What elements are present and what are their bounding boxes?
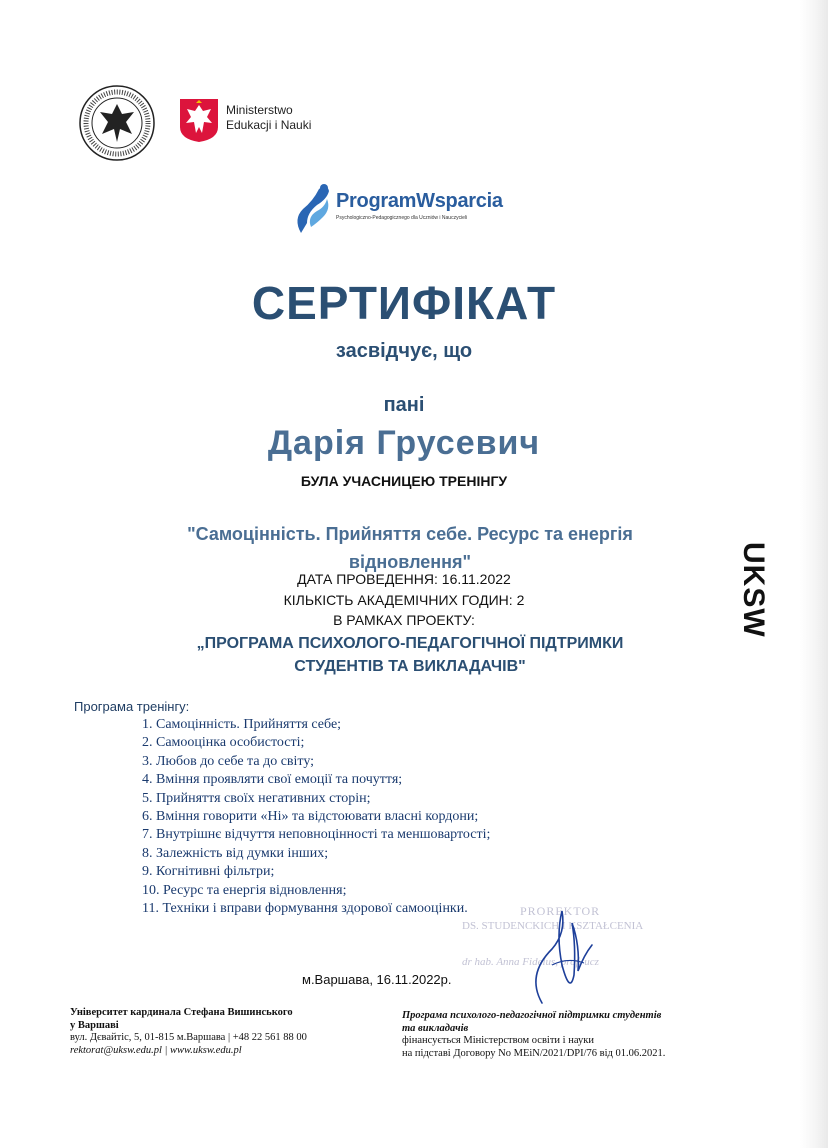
funding-title-line-2: та викладачів <box>402 1022 469 1034</box>
stamp-department: DS. STUDENCKICH I KSZTAŁCENIA <box>462 920 644 932</box>
list-item: 9. Когнітивні фільтри; <box>142 864 275 880</box>
honorific: пані <box>383 394 425 416</box>
place-date: м.Варшава, 16.11.2022р. <box>302 972 452 987</box>
program-wsparcia-logo-icon <box>293 183 333 235</box>
list-item: 3. Любов до себе та до світу; <box>142 753 315 769</box>
stamp-person: dr hab. Anna Fidelus, prof. ucz <box>462 956 599 968</box>
training-title-line-1: "Самоцінність. Прийняття себе. Ресурс та енергія <box>187 524 633 544</box>
hours-line: КІЛЬКІСТЬ АКАДЕМІЧНИХ ГОДИН: 2 <box>283 592 525 608</box>
funding-line-1: фінансується Міністерством освіти і науки <box>402 1035 594 1046</box>
certifies-text: засвідчує, що <box>335 340 473 362</box>
project-name <box>120 632 700 678</box>
list-item: 4. Вміння проявляти свої емоції та почуття; <box>142 772 403 788</box>
funding-title-line-1: Програма психолого-педагогічної підтримки студентів <box>402 1010 662 1021</box>
participant-status: БУЛА УЧАСНИЦЕЮ ТРЕНІНГУ <box>300 473 508 489</box>
list-item: 5. Прийняття своїх негативних сторін; <box>142 790 371 806</box>
university-address: вул. Дєвайтіс, 5, 01-815 м.Варшава | +48 22 561 88 00 <box>70 1032 307 1043</box>
date-line: ДАТА ПРОВЕДЕННЯ: 16.11.2022 <box>297 571 511 587</box>
university-contact: rektorat@uksw.edu.pl | www.uksw.edu.pl <box>70 1044 242 1056</box>
list-item: 7. Внутрішнє відчуття неповноцінності та меншовартості; <box>142 827 491 843</box>
project-line-1: „ПРОГРАМА ПСИХОЛОГО-ПЕДАГОГІЧНОЇ ПІДТРИМКИ <box>196 635 624 652</box>
uksw-text: UKSW <box>737 542 770 638</box>
list-item: 10. Ресурс та енергія відновлення; <box>142 882 347 898</box>
funding-line-2: на підставі Договору No MEiN/2021/DPI/76 від 01.06.2021. <box>402 1047 666 1059</box>
list-item: 6. Вміння говорити «Ні» та відстоювати власні кордони; <box>142 809 479 825</box>
program-subtitle: Psychologiczno-Pedagogicznego dla Uczniów i Nauczycieli <box>336 215 468 221</box>
list-item: 11. Техніки і вправи формування здорової самооцінки. <box>142 901 468 917</box>
program-title: ProgramWsparcia <box>336 190 503 212</box>
funding-info <box>402 1010 665 1060</box>
project-intro: В РАМКАХ ПРОЕКТУ: <box>333 612 475 628</box>
stamp-title: PROREKTOR <box>520 904 601 918</box>
list-item: 1. Самоцінність. Прийняття себе; <box>142 717 342 732</box>
program-label: Програма тренінгу: <box>74 699 190 714</box>
ministry-name <box>226 103 311 133</box>
program-list <box>142 716 490 918</box>
university-name-line-2: у Варшаві <box>70 1019 119 1031</box>
university-seal-icon <box>78 84 156 162</box>
list-item: 2. Самооцінка особистості; <box>142 735 305 751</box>
participant-name: Дарія Грусевич <box>267 424 541 462</box>
list-item: 8. Залежність від думки інших; <box>142 845 329 861</box>
university-name-line-1: Університет кардинала Стефана Вишинського <box>70 1007 293 1018</box>
signature-icon <box>512 905 612 1009</box>
ministry-line-1: Ministerstwo <box>226 103 293 117</box>
training-title-line-2: відновлення" <box>348 552 472 572</box>
university-info <box>70 1007 307 1057</box>
project-line-2: СТУДЕНТІВ ТА ВИКЛАДАЧІВ" <box>294 658 526 675</box>
uksw-side-logo <box>718 540 798 640</box>
certificate-title: СЕРТИФІКАТ <box>251 277 557 329</box>
polish-eagle-icon <box>178 97 220 143</box>
ministry-line-2: Edukacji i Nauki <box>226 118 312 132</box>
training-title <box>110 520 710 576</box>
